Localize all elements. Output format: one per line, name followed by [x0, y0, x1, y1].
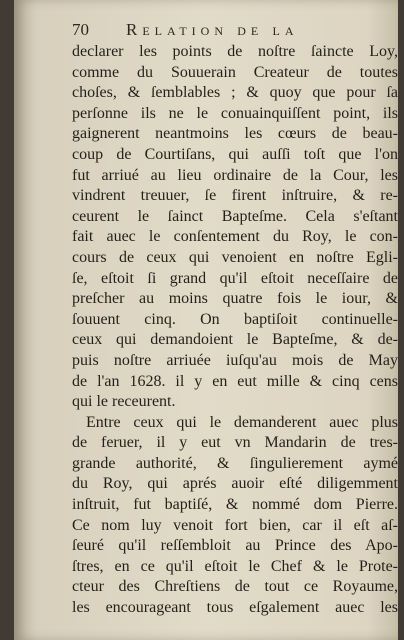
text-line: ſe, eſtoit ſi grand qu'il eſtoit neceſſaire de	[72, 269, 398, 287]
text-line: ſeuré qu'il reſſembloit au Prince des Apo-	[72, 537, 398, 555]
text-line: comme du Souuerain Createur de toutes	[72, 63, 398, 81]
text-line: Entre ceux qui le demanderent auec plus	[86, 413, 398, 431]
body-text	[72, 42, 398, 619]
text-line: qui le receurent.	[72, 393, 176, 411]
text-line: gaignerent neantmoins les cœurs de beau-	[72, 125, 398, 143]
text-line: declarer les points de noſtre ſaincte Loy,	[72, 43, 398, 60]
text-line: grande authorité, & ſingulierement aymé	[72, 454, 398, 472]
text-line: de l'an 1628. il y en eut mille & cinq cens	[72, 372, 398, 390]
text-line: inſtruit, fut baptiſé, & nommé dom Pierre.	[72, 496, 398, 514]
text-line: vindrent treuuer, ſe firent inſtruire, & re-	[72, 187, 398, 205]
text-line: puis noſtre arriuée iuſqu'au mois de May	[72, 351, 398, 369]
text-line: ſouuent cinq. On baptiſoit continuelle-	[72, 310, 398, 328]
text-line: cours de ceux qui venoient en noſtre Egli-	[72, 248, 398, 266]
book-page	[14, 0, 398, 640]
text-line: Ce nom luy venoit fort bien, car il eſt aſ-	[72, 516, 398, 534]
text-line: coup de Courtiſans, qui auſſi toſt que l'on	[72, 145, 398, 163]
text-line: fait auec le conſentement du Roy, le con-	[72, 228, 398, 246]
text-line: ceux qui demandoient le Bapteſme, & de-	[72, 331, 398, 349]
text-line: ceurent le ſainct Bapteſme. Cela s'eſtant	[72, 207, 398, 225]
text-line: cteur des Chreſtiens de tout ce Royaume,	[72, 578, 398, 596]
running-title: Relation de la	[126, 20, 299, 39]
page-number: 70	[72, 20, 89, 39]
text-line: choſes, & ſemblables ; & quoy que pour ſa	[72, 84, 398, 102]
text-line: preſcher au moins quatre fois le iour, &	[72, 290, 398, 308]
text-line: du Roy, qui aprés auoir eſté diligemment	[72, 475, 398, 493]
text-line: perſonne ils ne le conuainquiſſent point, ils	[72, 104, 398, 122]
text-line: de feruer, il y eut vn Mandarin de tres-	[72, 434, 398, 452]
text-line: les encourageant tous eſgalement auec les	[72, 599, 398, 617]
text-line: ſtres, en ce qu'il eſtoit le Chef & le Prote-	[72, 557, 398, 575]
text-line: fut arriué au lieu ordinaire de la Cour, les	[72, 166, 398, 184]
